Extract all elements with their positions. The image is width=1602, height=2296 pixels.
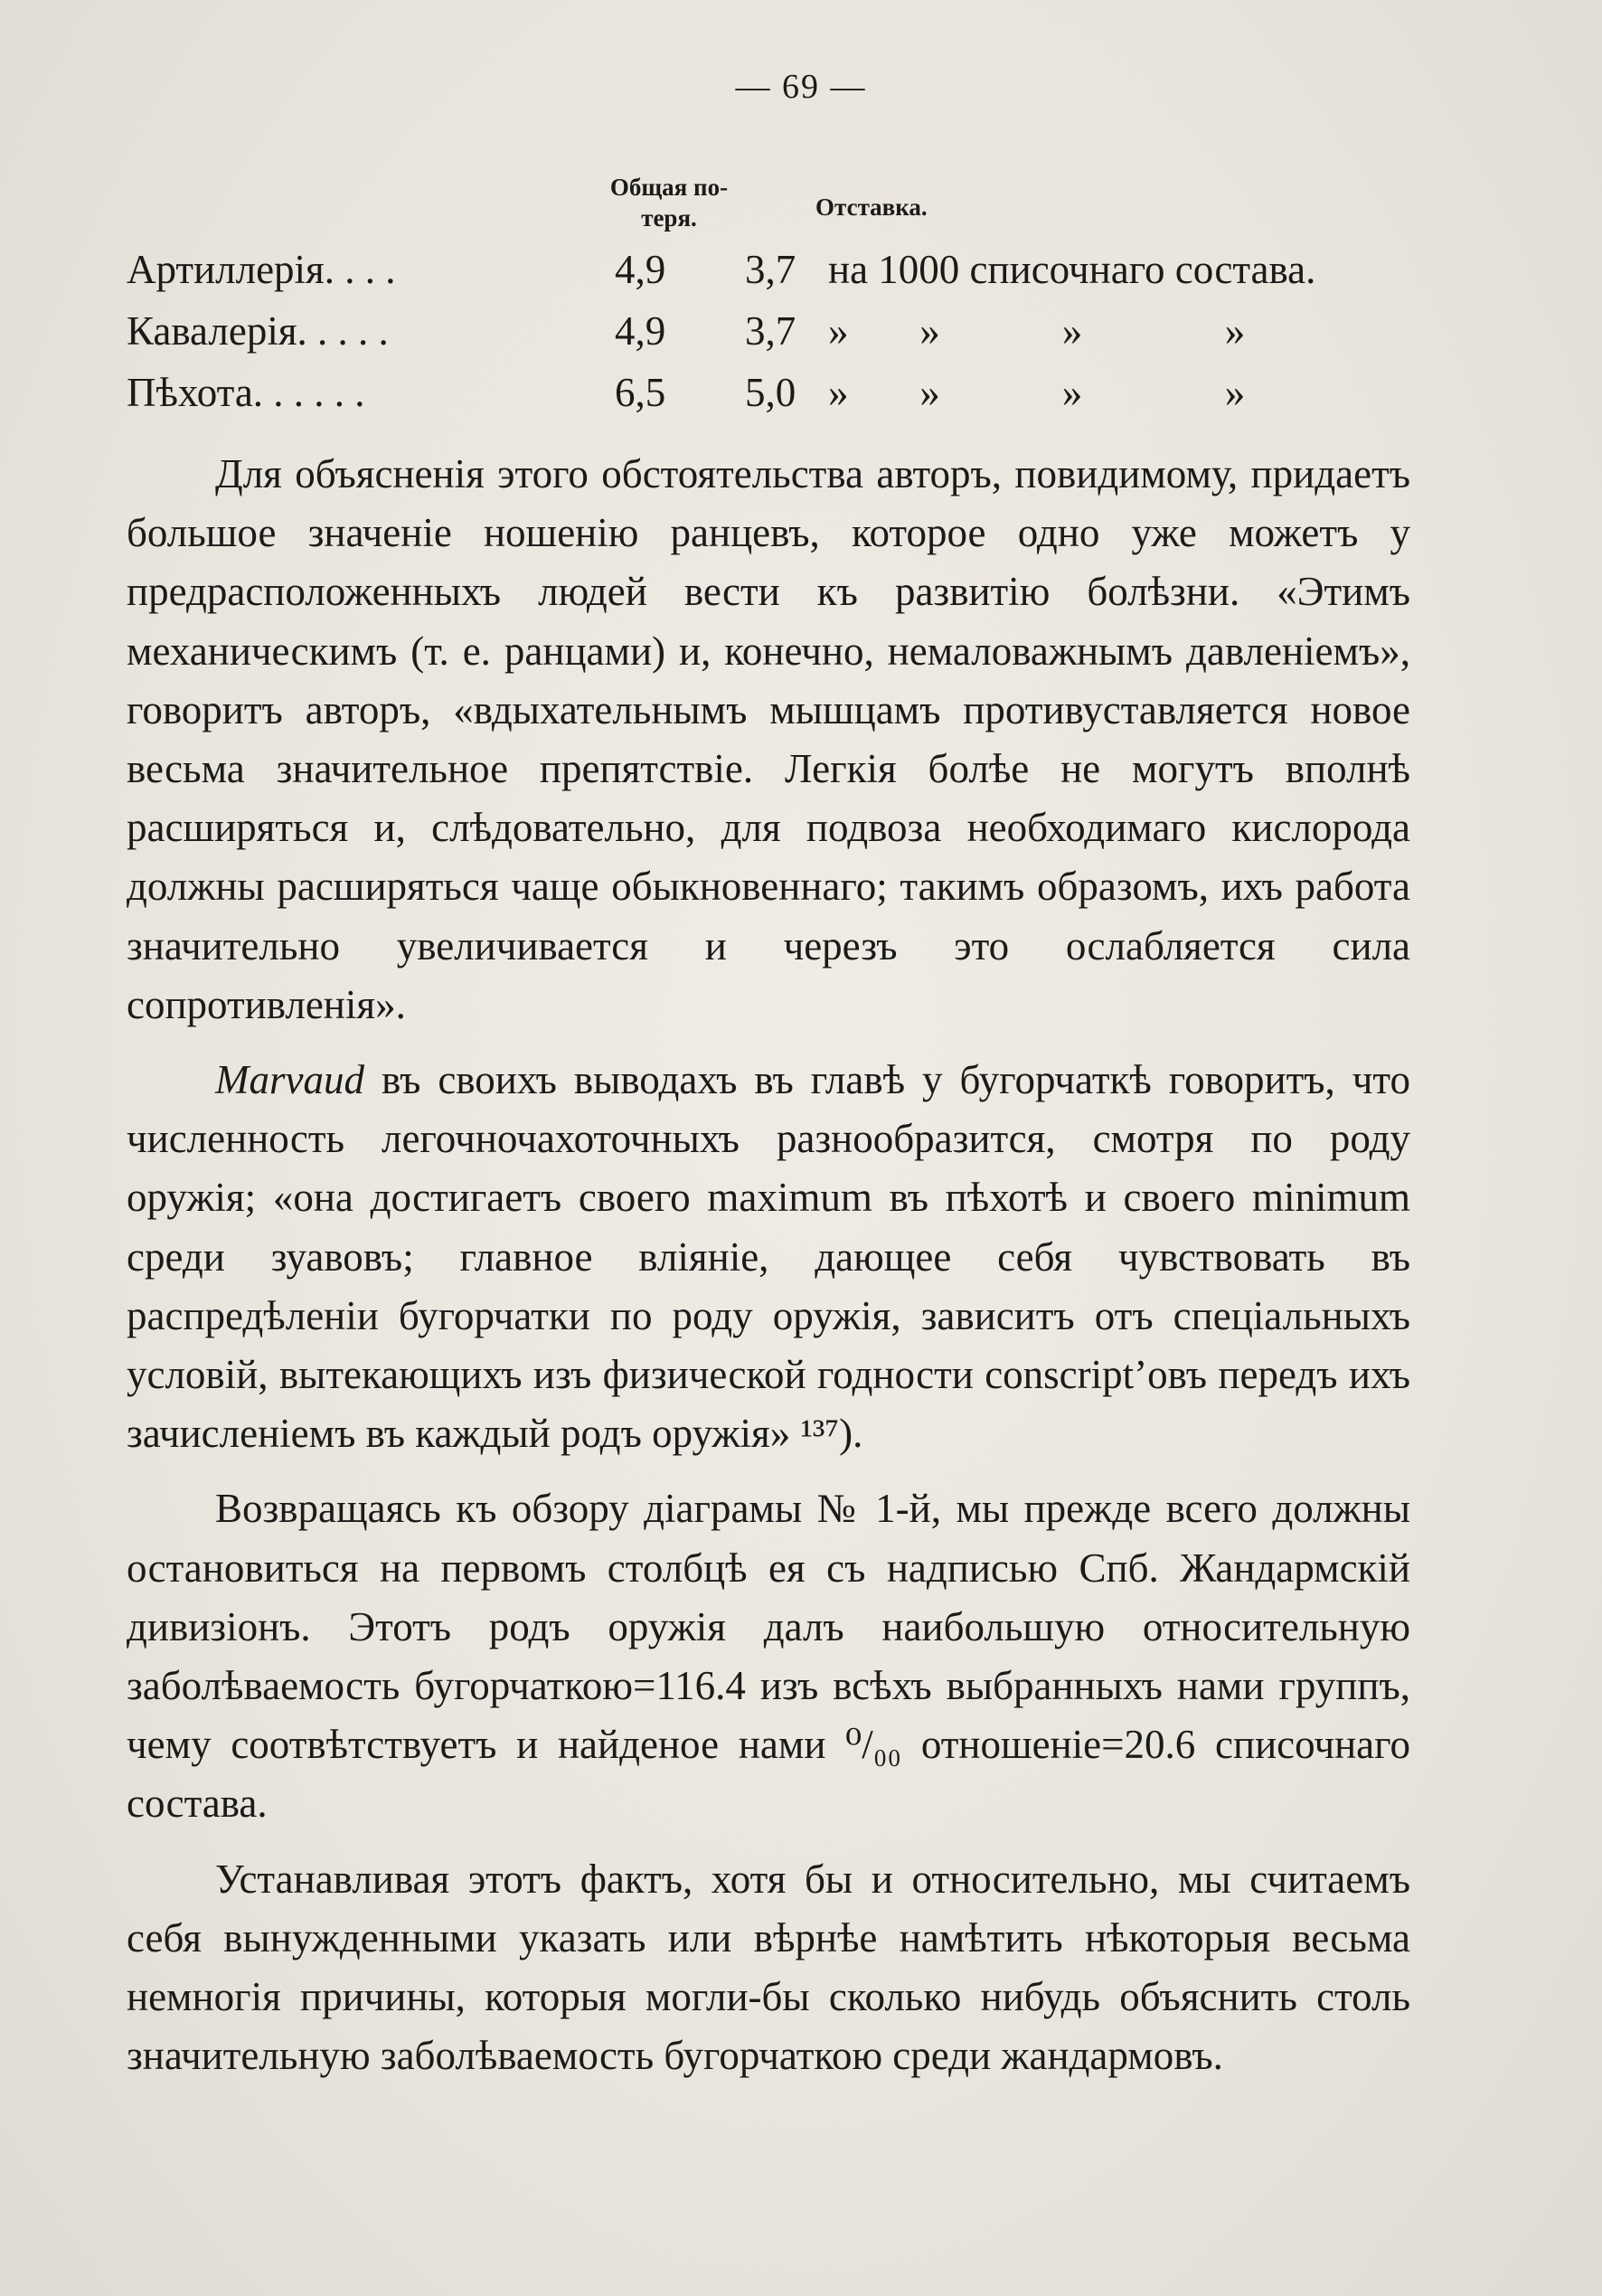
header-retirement: Отставка. (815, 194, 928, 221)
header-total-loss: Общая по- теря. (609, 174, 729, 231)
retirement-value: 5,0 (745, 370, 796, 415)
arm-name: Артиллерія. . . . (127, 247, 396, 292)
author-name: Marvaud (215, 1057, 364, 1103)
retirement-value: 3,7 (745, 308, 796, 354)
arm-name: Кавалерія. . . . . (127, 308, 389, 354)
paragraph: Возвращаясь къ обзору діаграмы № 1-й, мы прежде всего должны остановиться на первомъ столбцѣ ея съ надписью Спб. Жандармскій дивизіонъ. Этотъ родъ оружія далъ наибольшую относительную заболѣваемость бугорчаткою=116.4 изъ всѣхъ выбранныхъ нами группъ, чему соотвѣтствуетъ и найденое нами ⁰/₀₀ отношеніе=20.6 списочнаго состава. (127, 1486, 1410, 1827)
table-header (561, 172, 1067, 244)
total-loss-value: 4,9 (615, 308, 666, 354)
row-note: » » » » (828, 308, 1246, 354)
body-text (127, 445, 1410, 2102)
table-row (127, 307, 1410, 369)
total-loss-value: 6,5 (615, 370, 666, 415)
table-row (127, 369, 1410, 430)
paragraph (127, 1051, 1410, 1463)
arm-name: Пѣхота. . . . . . (127, 370, 365, 415)
row-note: на 1000 списочнаго состава. (828, 247, 1316, 292)
retirement-value: 3,7 (745, 247, 796, 292)
paragraph: Для объясненія этого обстоятельства авторъ, повидимому, придаетъ большое значеніе ношенію ранцевъ, которое одно уже можетъ у предрасположенныхъ людей вести къ развитію болѣзни. «Этимъ механическимъ (т. е. ранцами) и, конечно, немаловажнымъ давленіемъ», говоритъ авторъ, «вдыхательнымъ мышцамъ противуставляется новое весьма значительное препятствіе. Легкія болѣе не могутъ вполнѣ расширяться и, слѣдовательно, для подвоза необходимаго кислорода должны расширяться чаще обыкновеннаго; такимъ образомъ, ихъ работа значительно увеличивается и черезъ это ослабляется сила сопротивленія». (127, 451, 1410, 1027)
row-note: » » » » (828, 370, 1246, 415)
paragraph: Устанавливая этотъ фактъ, хотя бы и относительно, мы считаемъ себя вынужденными указать или вѣрнѣе намѣтить нѣкоторыя весьма немногія причины, которыя могли-бы сколько нибудь объяснить столь значительную заболѣваемость бугорчаткою среди жандармовъ. (127, 1856, 1410, 2079)
total-loss-value: 4,9 (615, 247, 666, 292)
paragraph-text: въ своихъ выводахъ въ главѣ у бугорчаткѣ говоритъ, что численность легочночахоточныхъ разнообразится, смотря по роду оружія; «она достигаетъ своего maximum въ пѣхотѣ и своего minimum среди зуавовъ; главное вліяніе, дающее себя чувствовать въ распредѣленіи бугорчатки по роду оружія, зависитъ отъ спеціальныхъ условій, вытекающихъ изъ физической годности conscript’овъ передъ ихъ зачисленіемъ въ каждый родъ оружія» ¹³⁷). (127, 1057, 1410, 1457)
table-row (127, 246, 1410, 307)
page-number: — 69 — (735, 68, 867, 106)
statistics-table (127, 246, 1410, 430)
